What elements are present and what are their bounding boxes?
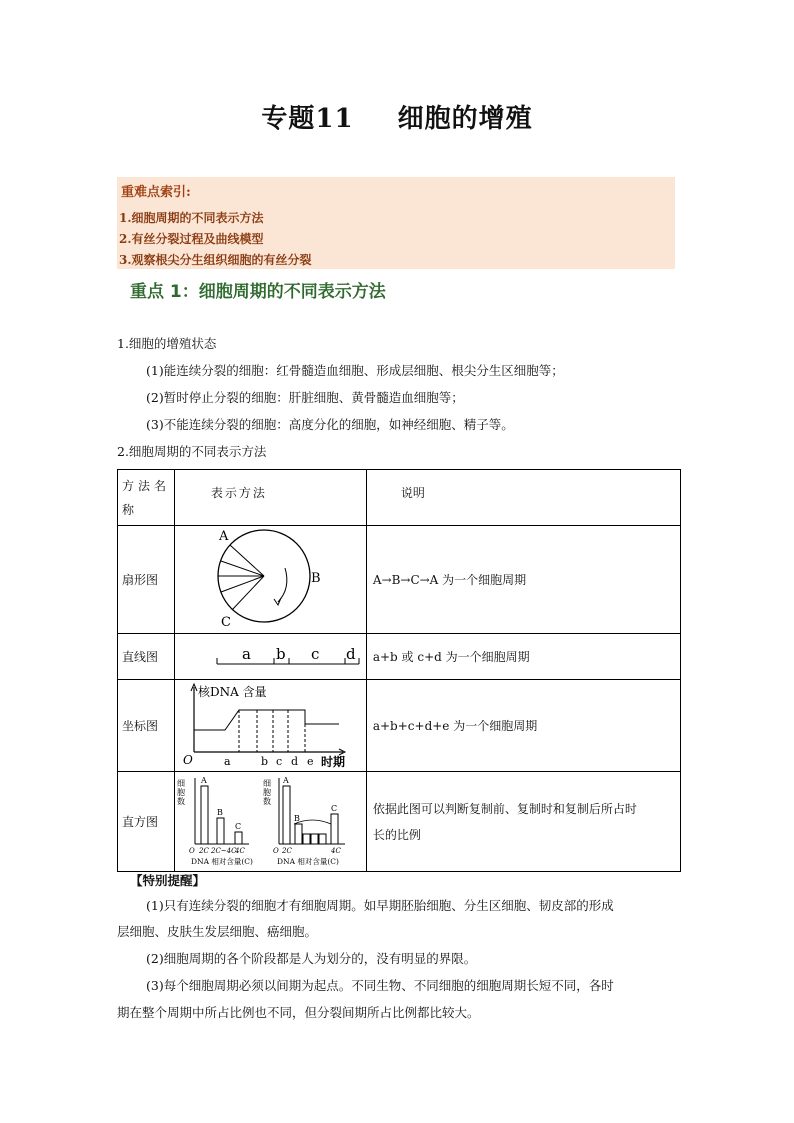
stage-label: e — [306, 755, 314, 768]
title-text: 细胞的增殖 — [397, 104, 533, 134]
table-row — [118, 634, 681, 680]
method-name: 坐标图 — [118, 680, 175, 772]
part1-item: (2)暂时停止分裂的细胞：肝脏细胞、黄骨髓造血细胞等； — [146, 390, 464, 405]
table-row — [118, 526, 681, 634]
tip-line: (1)只有连续分裂的细胞才有细胞周期。如早期胚胎细胞、分生区细胞、韧皮部的形成 — [146, 898, 614, 913]
segment-label: a — [241, 645, 251, 663]
segment-label: b — [275, 645, 286, 663]
y-axis-char: 数 — [176, 797, 185, 806]
y-axis-char: 胞 — [262, 788, 271, 797]
method-explanation: a+b+c+d+e 为一个细胞周期 — [366, 680, 680, 772]
table-header-row — [118, 470, 681, 526]
pie-diagram-cell — [174, 526, 366, 634]
title-number: 专题11 — [261, 104, 354, 134]
table-row — [118, 680, 681, 772]
method-name: 扇形图 — [118, 526, 175, 634]
coordinate-diagram — [175, 680, 365, 768]
segment-label: d — [345, 645, 356, 663]
pie-label: B — [310, 571, 321, 586]
bar-label: A — [282, 776, 289, 785]
part2-heading: 2.细胞周期的不同表示方法 — [117, 444, 267, 459]
y-axis-label: 核DNA 含量 — [197, 685, 267, 699]
histogram-cell — [174, 772, 366, 872]
index-item: 1.细胞周期的不同表示方法 — [119, 211, 264, 225]
bar-label: B — [216, 808, 223, 817]
histograms — [175, 772, 365, 868]
bar-label: A — [200, 776, 207, 785]
method-name: 直方图 — [118, 772, 175, 872]
section-heading: 重点 1：细胞周期的不同表示方法 — [130, 282, 386, 302]
segment-label: c — [310, 645, 320, 663]
y-axis-char: 数 — [262, 797, 271, 806]
method-name: 直线图 — [118, 634, 175, 680]
origin-label: O — [182, 753, 193, 767]
method-explanation: a+b 或 c+d 为一个细胞周期 — [366, 634, 680, 680]
y-axis-char: 细 — [176, 779, 185, 788]
header-representation: 表示方法 — [174, 470, 366, 526]
tip-line: (2)细胞周期的各个阶段都是人为划分的，没有明显的界限。 — [146, 951, 477, 966]
table-row — [118, 772, 681, 872]
methods-table — [117, 469, 681, 872]
x-tick-label: 2C — [281, 847, 292, 855]
y-axis-char: 细 — [262, 779, 271, 788]
explanation-line: 依据此图可以判断复制前、复制时和复制后所占时 — [372, 801, 637, 816]
origin-label: O — [272, 847, 279, 855]
bar-label: B — [293, 814, 300, 823]
pie-diagram — [175, 526, 365, 630]
pie-label: C — [220, 615, 231, 630]
stage-label: d — [290, 755, 298, 768]
coordinate-diagram-cell — [174, 680, 366, 772]
part1-item: (3)不能连续分裂的细胞：高度分化的细胞，如神经细胞、精子等。 — [146, 417, 514, 432]
part1-item: (1)能连续分裂的细胞：红骨髓造血细胞、形成层细胞、根尖分生区细胞等； — [146, 363, 564, 378]
line-diagram-cell — [174, 634, 366, 680]
x-tick-label: 2C — [198, 847, 209, 855]
method-explanation — [366, 772, 680, 872]
x-axis-label: 时期 — [320, 755, 345, 768]
stage-label: b — [260, 755, 268, 768]
stage-label: c — [275, 755, 283, 768]
bar-label: C — [330, 804, 337, 813]
stage-label: a — [223, 755, 231, 768]
index-item: 2.有丝分裂过程及曲线模型 — [119, 232, 264, 246]
line-diagram — [175, 634, 365, 676]
header-method-name: 方法名称 — [118, 470, 175, 526]
x-axis-label: DNA 相对含量(C) — [190, 857, 253, 866]
explanation-line: 长的比例 — [372, 827, 421, 842]
tip-heading: 【特别提醒】 — [130, 873, 206, 888]
key-points-index — [117, 177, 675, 269]
index-heading: 重难点索引: — [121, 185, 191, 200]
method-explanation: A→B→C→A 为一个细胞周期 — [366, 526, 680, 634]
tip-line: 期在整个周期中所占比例也不同，但分裂间期所占比例都比较大。 — [117, 1005, 480, 1020]
pie-label: A — [218, 529, 229, 544]
tip-line: (3)每个细胞周期必须以间期为起点。不同生物、不同细胞的细胞周期长短不同，各时 — [146, 978, 614, 993]
x-tick-label: 4C — [330, 847, 341, 855]
origin-label: O — [188, 847, 195, 855]
part1-heading: 1.细胞的增殖状态 — [117, 336, 217, 351]
index-item: 3.观察根尖分生组织细胞的有丝分裂 — [119, 253, 312, 267]
x-tick-label: 4C — [234, 847, 245, 855]
y-axis-char: 胞 — [176, 788, 185, 797]
header-explanation: 说明 — [366, 470, 680, 526]
bar-label: C — [234, 822, 241, 831]
x-tick-label: 2C~4C — [210, 847, 237, 855]
page-title — [0, 98, 794, 135]
x-axis-label: DNA 相对含量(C) — [276, 857, 339, 866]
tip-line: 层细胞、皮肤生发层细胞、癌细胞。 — [117, 924, 318, 939]
